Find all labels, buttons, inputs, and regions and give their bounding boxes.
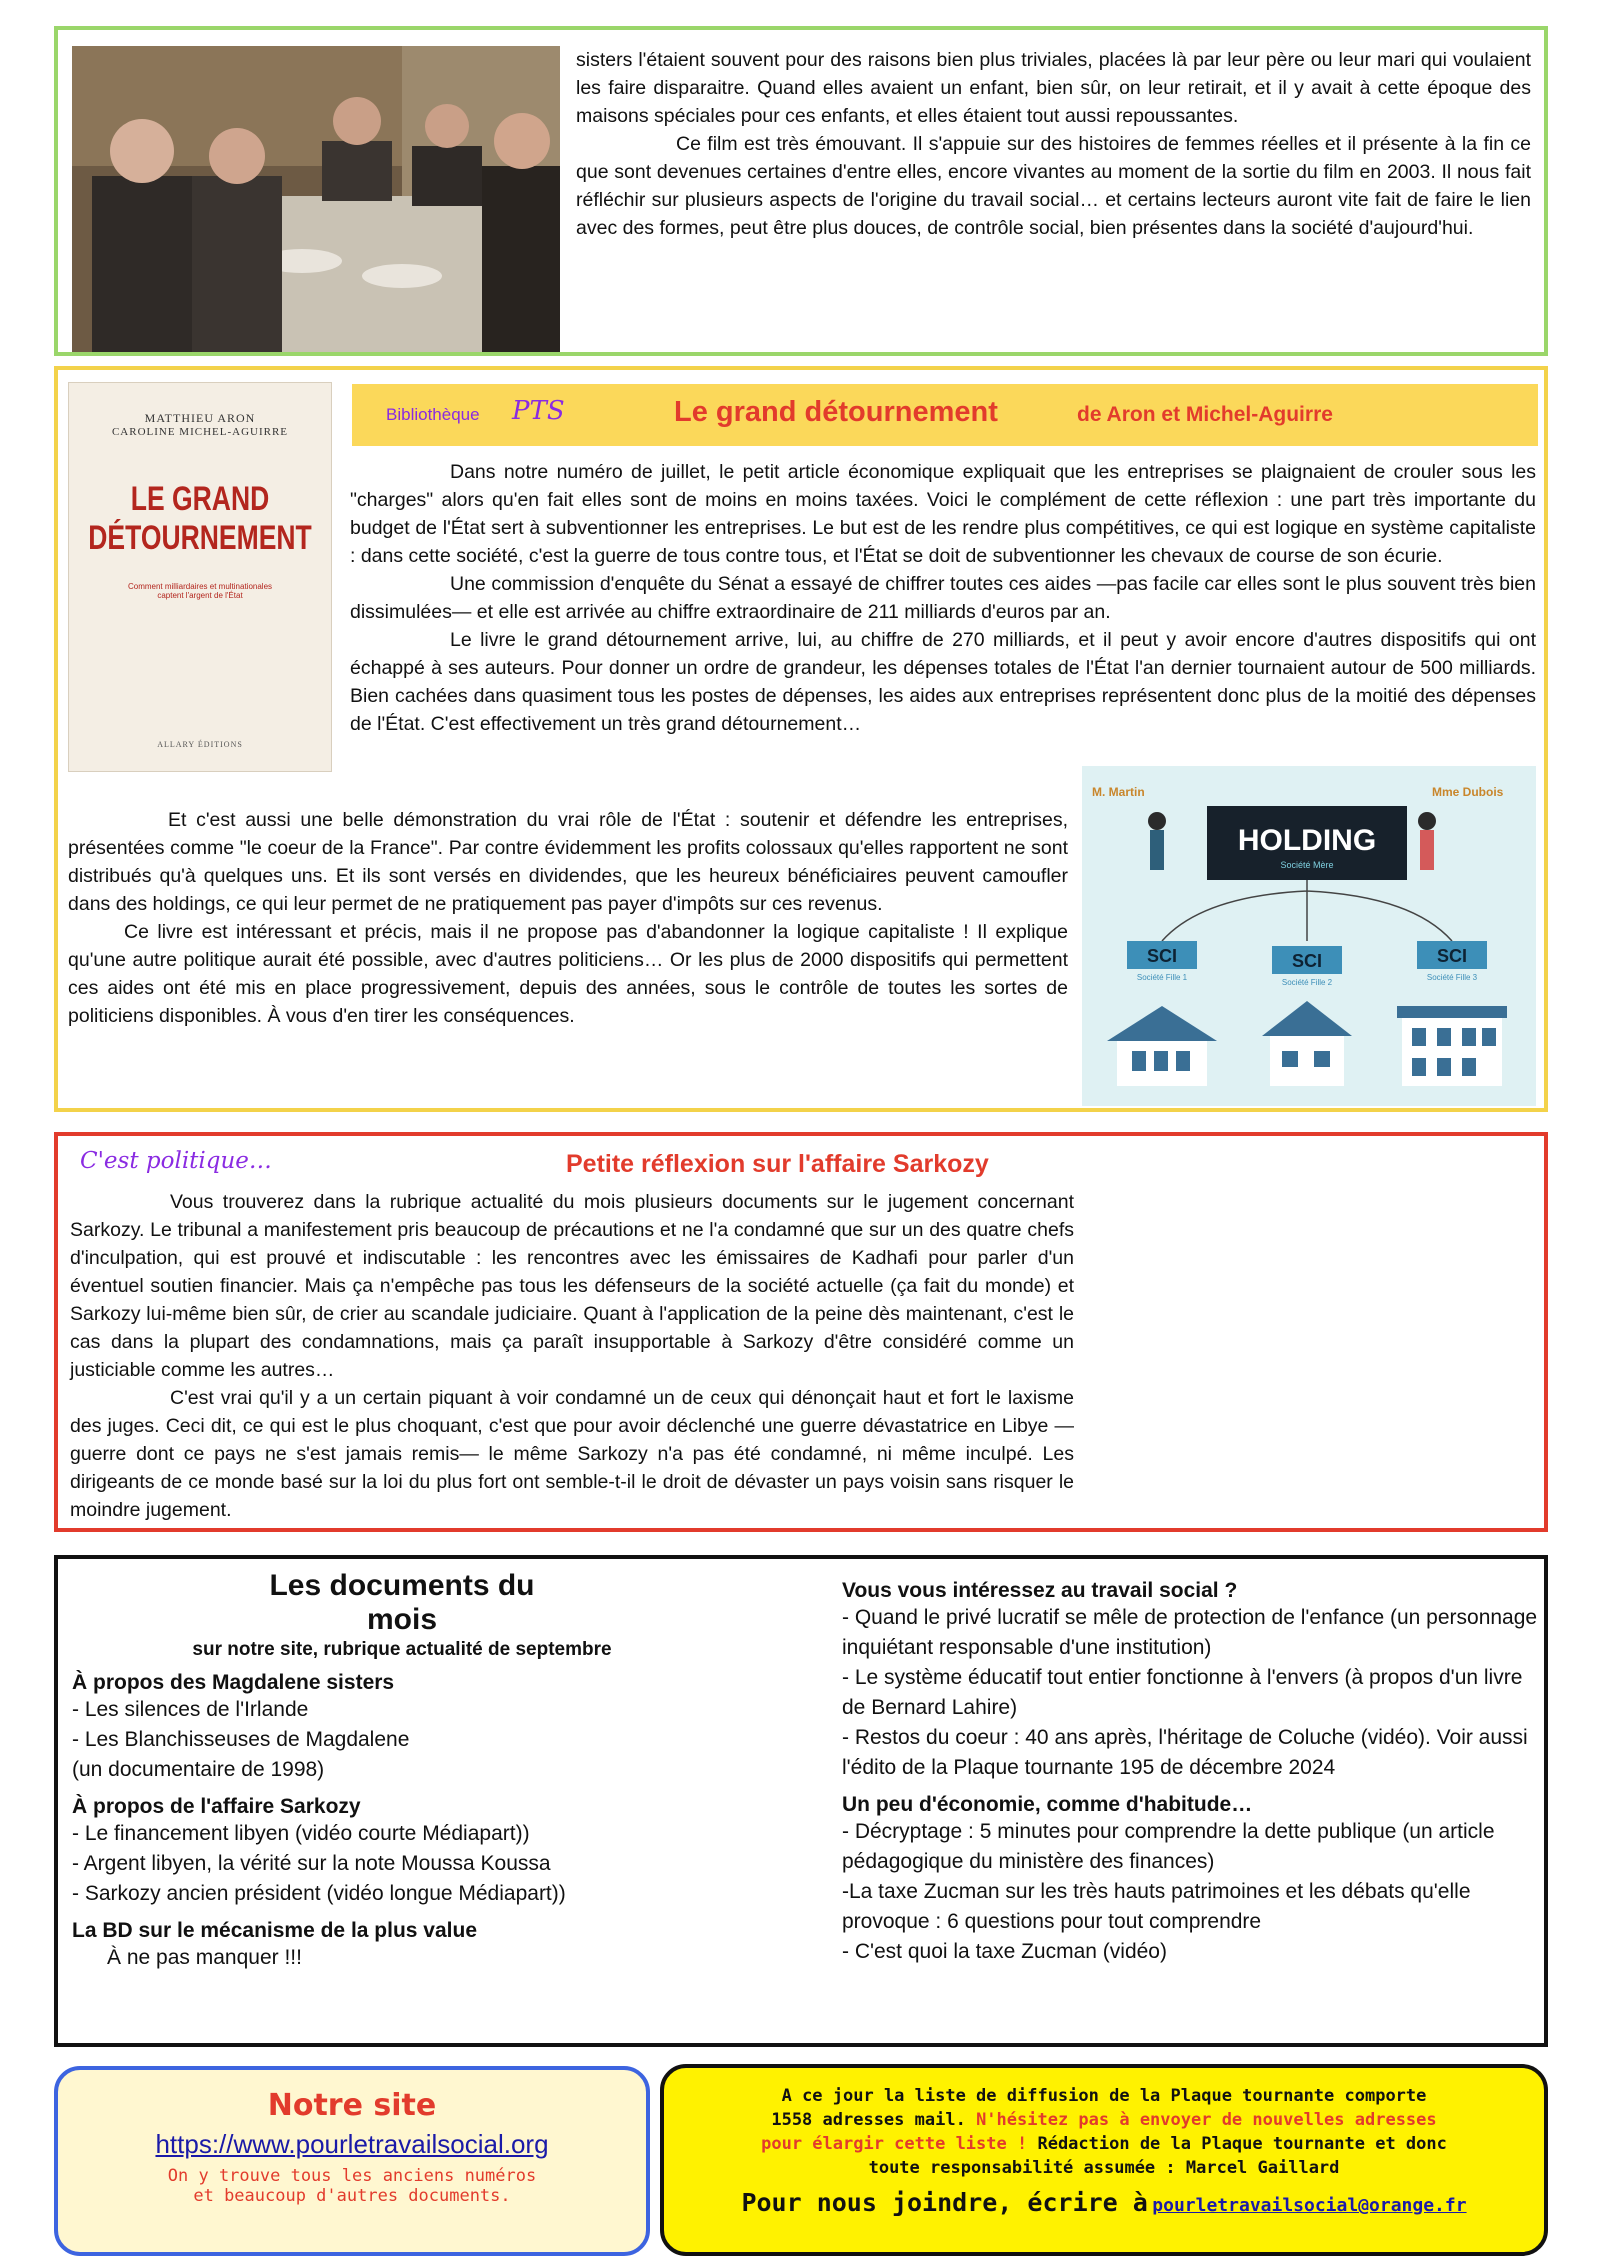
contact-line-2-black: 1558 adresses mail. bbox=[771, 2110, 966, 2130]
site-line-1: On y trouve tous les anciens numéros bbox=[167, 2166, 537, 2186]
site-title: Notre site bbox=[267, 2088, 437, 2123]
politics-article-box bbox=[54, 1132, 1548, 1532]
section-heading[interactable]: La BD sur le mécanisme de la plus value bbox=[72, 1919, 477, 1942]
book-publisher: ALLARY ÉDITIONS bbox=[157, 740, 243, 749]
book-paragraph-2: Une commission d'enquête du Sénat a essayé de chiffrer toutes ces aides —pas facile car elles sont le plus souvent très bien dissimulées— et elle est arrivée au chiffre extraordinaire de 211 milliards d'euros par an. bbox=[350, 573, 1536, 623]
book-paragraph-5: Ce livre est intéressant et précis, mais il ne propose pas d'abandonner la logique capitaliste ! Il explique qu'une autre politique aurait été possible, avec d'autres politiciens… Or les plus de 2000 dispositifs qui permettent ces aides ont été mis en place progressivement, depuis des années, sous le contrôle de toutes les sortes de politiciens disponibles. À vous d'en tirer les conséquences. bbox=[68, 921, 1068, 1027]
left-section-3 bbox=[72, 1919, 768, 1973]
book-article-title: Le grand détournement bbox=[674, 396, 998, 428]
holding-sub: Société Mère bbox=[1280, 860, 1334, 870]
politics-paragraph-2: C'est vrai qu'il y a un certain piquant à voir condamné un de ceux qui dénonçait haut et fort le laxisme des juges. Ceci dit, ce qui est le plus choquant, c'est que pour avoir déclenché une guerre dévastatrice en Libye —guerre dont ce pays ne s'est jamais remis— le même Sarkozy n'a pas été condamné, ni même inculpé. Les dirigeants de ce monde basé sur la loi du plus fort ont semble-t-il le droit de dévaster un pays voisin sans risquer le moindre jugement. bbox=[70, 1387, 1074, 1521]
doc-link[interactable]: - Décryptage : 5 minutes pour comprendre la dette publique (un article pédagogique du ministère des finances) bbox=[842, 1820, 1495, 1873]
contact-box bbox=[660, 2064, 1548, 2256]
doc-link[interactable]: - Quand le privé lucratif se mêle de protection de l'enfance (un personnage inquiétant responsable d'une institution) bbox=[842, 1606, 1538, 1659]
contact-line-1: A ce jour la liste de diffusion de la Plaque tournante comporte bbox=[781, 2086, 1427, 2106]
film-paragraph-2: Ce film est très émouvant. Il s'appuie sur des histoires de femmes réelles et il présente à la fin ce que sont devenues certaines d'entre elles, encore vivantes au moment de la sortie du film en 2003. Il nous fait réfléchir sur plusieurs aspects de l'origine du travail social… et certains lecteurs auront vite fait de faire le lien avec des formes, peut être plus douces, de contrôle social, bien présentes dans la société d'aujourd'hui. bbox=[576, 133, 1531, 239]
book-paragraph-4: Et c'est aussi une belle démonstration du vrai rôle de l'État : soutenir et défendre les entreprises, présentées comme "le coeur de la France". Par contre évidemment les profits colossaux qu'elles rapportent ne sont distribués qu'à quelques uns. Et ils sont versés en dividendes, que les heureux bénéficiaires peuvent camoufler dans des holdings, ce qui leur permet de ne pratiquement pas payer d'impôts sur ces revenus. bbox=[68, 809, 1068, 915]
contact-line-3-black: Rédaction de la Plaque tournante et donc bbox=[1037, 2134, 1447, 2154]
doc-link[interactable]: -La taxe Zucman sur les très hauts patrimoines et les débats qu'elle provoque : 6 questions pour tout comprendre bbox=[842, 1880, 1471, 1933]
doc-link[interactable]: - Le financement libyen (vidéo courte Médiapart)) bbox=[72, 1822, 530, 1845]
section-heading: Vous vous intéressez au travail social ? bbox=[842, 1579, 1238, 1602]
library-rubric: Bibliothèque bbox=[386, 405, 480, 424]
doc-link[interactable]: - Le système éducatif tout entier fonctionne à l'envers (à propos d'un livre de Bernard Lahire) bbox=[842, 1666, 1523, 1719]
section-heading: À propos de l'affaire Sarkozy bbox=[72, 1795, 361, 1818]
pts-logo: PTS bbox=[512, 396, 565, 426]
diagram-right-person: Mme Dubois bbox=[1432, 785, 1504, 799]
section-heading: À propos des Magdalene sisters bbox=[72, 1671, 395, 1694]
doc-link[interactable]: - Les silences de l'Irlande bbox=[72, 1698, 309, 1721]
doc-note: À ne pas manquer !!! bbox=[72, 1946, 302, 1969]
site-box bbox=[54, 2066, 650, 2256]
book-paragraph-3: Le livre le grand détournement arrive, lui, au chiffre de 270 milliards, et il peut y avoir encore d'autres dispositifs qui ont échappé à ses auteurs. Pour donner un ordre de grandeur, les dépenses totales de l'État l'an dernier tournaient autour de 500 milliards. Bien cachées dans quasiment tous les postes de dépenses, les aides aux entreprises représentent donc plus de la moitié des dépenses de l'État. C'est effectivement un très grand détournement… bbox=[350, 629, 1536, 735]
doc-link[interactable]: - Sarkozy ancien président (vidéo longue Médiapart)) bbox=[72, 1882, 566, 1905]
sci-label-1: SCI bbox=[1146, 946, 1178, 966]
book-title-line-1: LE GRAND bbox=[130, 480, 270, 518]
book-title-line-2: DÉTOURNEMENT bbox=[88, 519, 312, 557]
contact-line-3-red: pour élargir cette liste ! bbox=[761, 2134, 1028, 2154]
right-section-2 bbox=[842, 1793, 1542, 1967]
doc-link[interactable]: - C'est quoi la taxe Zucman (vidéo) bbox=[842, 1940, 1167, 1963]
holding-diagram bbox=[1082, 766, 1536, 1106]
right-section-1 bbox=[842, 1579, 1542, 1783]
doc-link[interactable]: - Restos du coeur : 40 ans après, l'héritage de Coluche (vidéo). Voir aussi l'édito de la Plaque tournante 195 de décembre 2024 bbox=[842, 1726, 1528, 1779]
sci-sub-1: Société Fille 1 bbox=[1136, 973, 1188, 982]
contact-line-4: toute responsabilité assumée : Marcel Gaillard bbox=[868, 2158, 1340, 2178]
contact-email-link[interactable]: pourletravailsocial@orange.fr bbox=[1152, 2195, 1467, 2216]
left-section-1 bbox=[72, 1671, 768, 1785]
film-article-box bbox=[54, 26, 1548, 356]
politics-paragraph-1: Vous trouverez dans la rubrique actualité du mois plusieurs documents sur le jugement concernant Sarkozy. Le tribunal a manifestement pris beaucoup de précautions et ne l'a condamné que sur un des quatre chefs d'inculpation, qui est prouvé et indiscutable : les rencontres avec les émissaires de Kadhafi pour parler d'un éventuel soutien financier. Mais ça n'empêche pas tous les défenseurs de la société actuelle (ça fait du monde) et Sarkozy lui-même bien sûr, de crier au scandale judiciaire. Quant à l'application de la peine dès maintenant, c'est le cas dans la plupart des condamnations, mais ça paraît insupportable à Sarkozy d'être considéré comme un justiciable comme les autres… bbox=[70, 1191, 1074, 1381]
book-paragraph-1: Dans notre numéro de juillet, le petit article économique expliquait que les entreprises se plaignaient de crouler sous les "charges" alors qu'en fait elles sont de moins en moins taxées. Voici le complément de cette réflexion : une part très importante du budget de l'État sert à subventionner les entreprises. Le but est de les rendre plus compétitives, ce qui est logique en système capitaliste : dans cette société, c'est la guerre de tous contre tous, et l'État se doit de subventionner les chevaux de course de son écurie. bbox=[350, 461, 1536, 567]
doc-note: (un documentaire de 1998) bbox=[72, 1758, 325, 1781]
magdalene-film-photo bbox=[72, 46, 560, 354]
film-paragraph-1: sisters l'étaient souvent pour des raisons bien plus triviales, placées là par leur père ou leur mari qui voulaient les faire disparaitre. Quand elles avaient un enfant, bien sûr, on leur retirait, et il y avait à cette époque des maisons spéciales pour ces enfants, et elles étaient tout aussi repoussantes. bbox=[576, 49, 1531, 127]
sci-label-3: SCI bbox=[1436, 946, 1468, 966]
book-authors-line-2: CAROLINE MICHEL-AGUIRRE bbox=[111, 426, 289, 438]
book-subtitle-line-1: Comment milliardaires et multinationales bbox=[127, 582, 273, 591]
sci-label-2: SCI bbox=[1291, 951, 1323, 971]
contact-line-2-red: N'hésitez pas à envoyer de nouvelles adresses bbox=[976, 2110, 1437, 2130]
doc-link[interactable]: - Argent libyen, la vérité sur la note Moussa Koussa bbox=[72, 1852, 551, 1875]
book-authors-line-1: MATTHIEU ARON bbox=[144, 411, 256, 425]
politics-rubric: C'est politique… bbox=[80, 1148, 272, 1174]
documents-title: Les documents du mois bbox=[269, 1569, 535, 1636]
holding-label: HOLDING bbox=[1237, 824, 1377, 857]
sci-sub-3: Société Fille 3 bbox=[1426, 973, 1478, 982]
book-cover-image bbox=[68, 382, 332, 772]
documents-subtitle: sur notre site, rubrique actualité de septembre bbox=[192, 1639, 612, 1660]
doc-link[interactable]: - Les Blanchisseuses de Magdalene bbox=[72, 1728, 410, 1751]
site-url-link[interactable]: https://www.pourletravailsocial.org bbox=[155, 2129, 549, 2159]
section-heading: Un peu d'économie, comme d'habitude… bbox=[842, 1793, 1253, 1816]
politics-title: Petite réflexion sur l'affaire Sarkozy bbox=[566, 1150, 989, 1178]
book-banner bbox=[352, 384, 1538, 446]
diagram-left-person: M. Martin bbox=[1092, 785, 1145, 799]
join-label: Pour nous joindre, écrire à bbox=[741, 2188, 1148, 2217]
left-section-2 bbox=[72, 1795, 768, 1909]
documents-box bbox=[54, 1555, 1548, 2047]
sci-sub-2: Société Fille 2 bbox=[1281, 978, 1333, 987]
book-subtitle-line-2: captent l'argent de l'État bbox=[157, 591, 243, 600]
book-article-box bbox=[54, 366, 1548, 1112]
site-line-2: et beaucoup d'autres documents. bbox=[193, 2186, 511, 2206]
book-article-authors: de Aron et Michel-Aguirre bbox=[1077, 403, 1333, 426]
